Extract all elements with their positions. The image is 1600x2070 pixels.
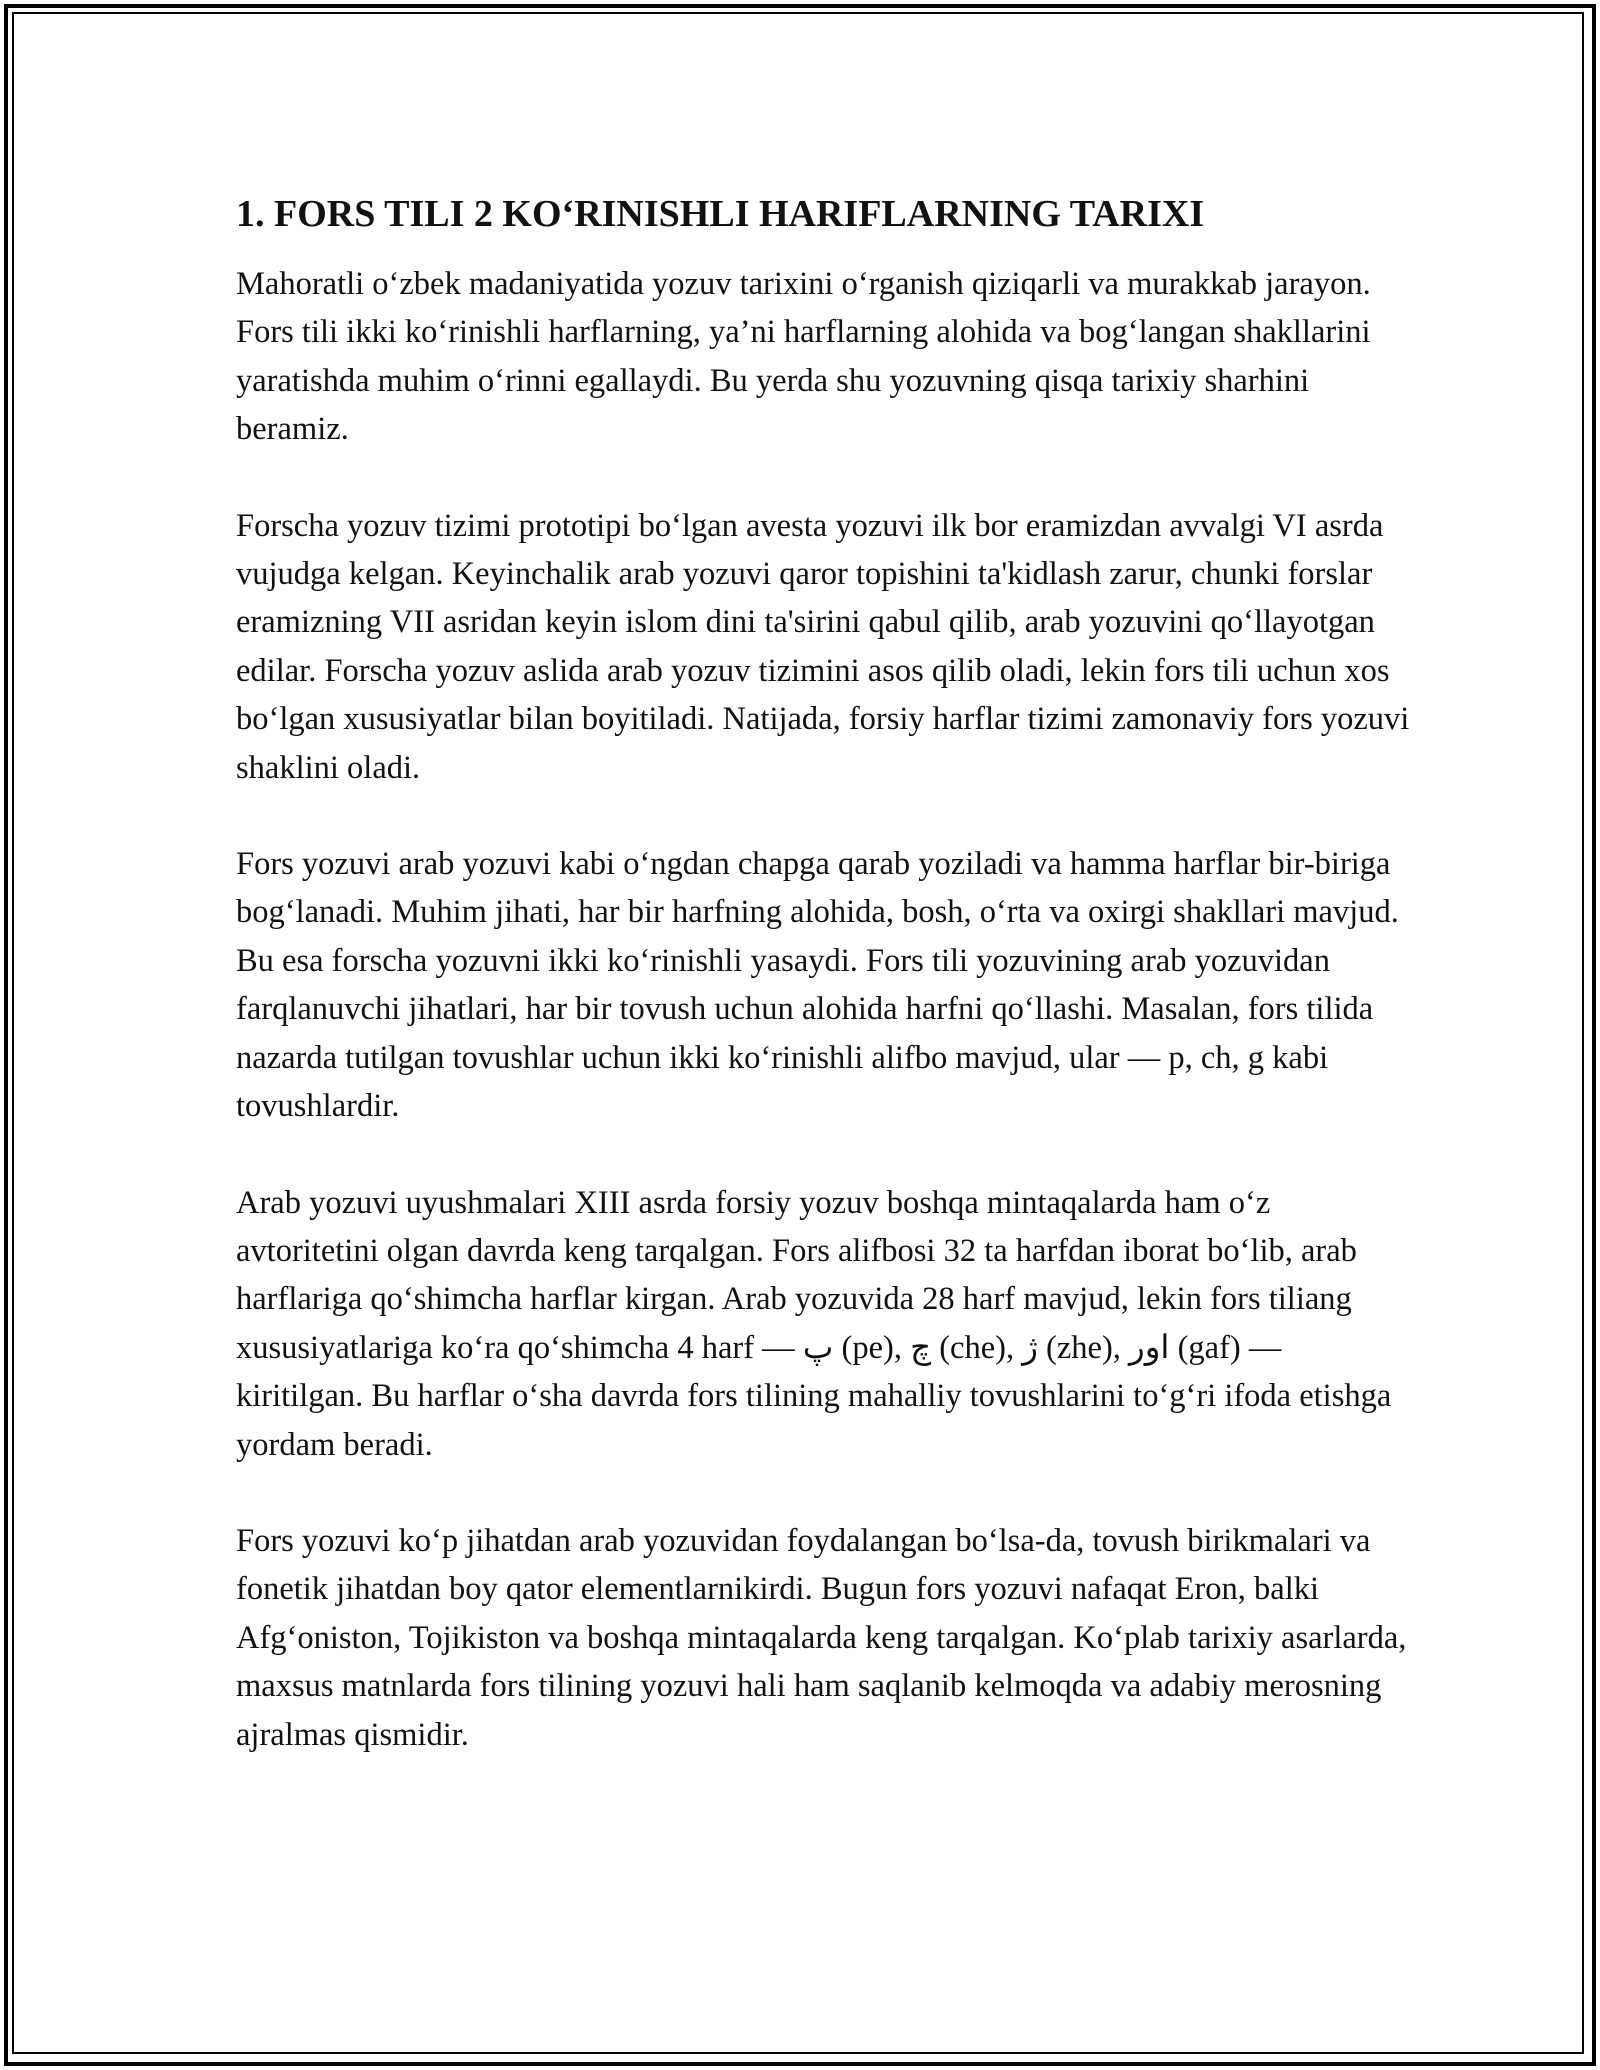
- paragraph-intro: Mahoratli o‘zbek madaniyatida yozuv tarixini o‘rganish qiziqarli va murakkab jarayon. Fors tili ikki ko‘rinishli harflarning, ya’ni harflarning alohida va bog‘langan shakllarini yaratishda muhim o‘rinni egallaydi. Bu yerda shu yozuvning qisqa tarixiy sharhini beramiz.: [236, 266, 1371, 448]
- paragraph-letter-forms: Fors yozuvi arab yozuvi kabi o‘ngdan chapga qarab yoziladi va hamma harflar bir-biriga bog‘lanadi. Muhim jihati, har bir harfning alohida, bosh, o‘rta va oxirgi shakllari mavjud. Bu esa forscha yozuvni ikki ko‘rinishli yasaydi. Fors tili yozuvining arab yozuvidan farqlanuvchi jihatlari, har bir tovush uchun alohida harfni qo‘llashi. Masalan, fors tilida nazarda tutilgan tovushlar uchun ikki ko‘rinishli alifbo mavjud, ular — p, ch, g kabi tovushlardir.: [236, 846, 1399, 1125]
- document-title: 1. FORS TILI 2 KO‘RINISHLI HARIFLARNING TARIXI: [236, 193, 1205, 235]
- paragraph-modern-usage: Fors yozuvi ko‘p jihatdan arab yozuvidan foydalangan bo‘lsa-da, tovush birikmalari va fonetik jihatdan boy qator elementlarnikirdi. Bugun fors yozuvi nafaqat Eron, balki Afg‘oniston, Tojikiston va boshqa mintaqalarda keng tarqalgan. Ko‘plab tarixiy asarlarda, maxsus matnlarda fors tilining yozuvi hali ham saqlanib kelmoqda va adabiy merosning ajralmas qismidir.: [236, 1522, 1407, 1753]
- paragraph-alphabet: Arab yozuvi uyushmalari XIII asrda forsiy yozuv boshqa mintaqalarda ham o‘z avtoritetini olgan davrda keng tarqalgan. Fors alifbosi 32 ta harfdan iborat bo‘lib, arab harflariga qo‘shimcha harflar kirgan. Arab yozuvida 28 harf mavjud, lekin fors tiliang xususiyatlariga ko‘ra qo‘shimcha 4 harf — پ (pe), چ (che), ژ (zhe), اور (gaf) — kiritilgan. Bu harflar o‘sha davrda fors tilining mahalliy tovushlarini to‘g‘ri ifoda etishga yordam beradi.: [236, 1184, 1392, 1463]
- document-body: [236, 186, 1416, 1759]
- paragraph-origins: Forscha yozuv tizimi prototipi bo‘lgan avesta yozuvi ilk bor eramizdan avvalgi VI asrda vujudga kelgan. Keyinchalik arab yozuvi qaror topishini ta'kidlash zarur, chunki forslar eramizning VII asridan keyin islom dini ta'sirini qabul qilib, arab yozuvini qo‘llayotgan edilar. Forscha yozuv aslida arab yozuv tizimini asos qilib oladi, lekin fors tili uchun xos bo‘lgan xususiyatlar bilan boyitiladi. Natijada, forsiy harflar tizimi zamonaviy fors yozuvi shaklini oladi.: [236, 507, 1410, 786]
